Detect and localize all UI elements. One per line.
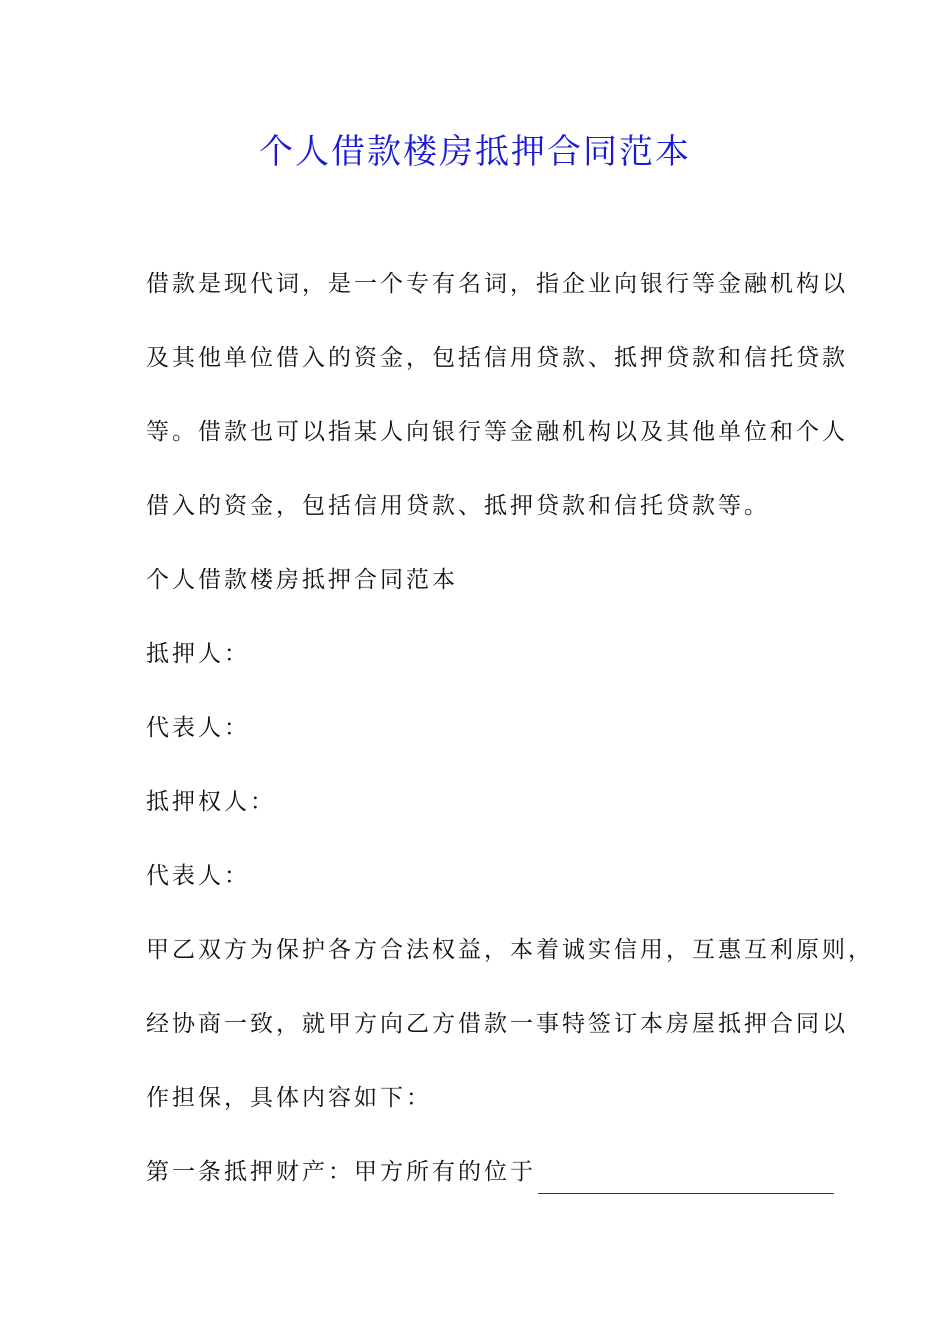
- representative-label: 代表人：: [146, 715, 250, 741]
- paragraph-line: 借款是现代词，是一个专有名词，指企业向银行等金融机构以: [146, 271, 848, 297]
- fill-in-blank: [538, 1163, 834, 1194]
- paragraph-line: 借入的资金，包括信用贷款、抵押贷款和信托贷款等。: [146, 493, 770, 519]
- paragraph-line: 等。借款也可以指某人向银行等金融机构以及其他单位和个人: [146, 419, 848, 445]
- article-one-line: [146, 1150, 826, 1224]
- paragraph-line: 作担保，具体内容如下：: [146, 1085, 432, 1111]
- paragraph-line: 及其他单位借入的资金，包括信用贷款、抵押贷款和信托贷款: [146, 345, 848, 371]
- paragraph-line: 经协商一致，就甲方向乙方借款一事特签订本房屋抵押合同以: [146, 1011, 848, 1037]
- section-heading: 个人借款楼房抵押合同范本: [146, 567, 458, 593]
- document-title: 个人借款楼房抵押合同范本: [259, 132, 691, 172]
- paragraph-line: 甲乙双方为保护各方合法权益，本着诚实信用，互惠互利原则，: [146, 937, 874, 963]
- mortgagor-label: 抵押人：: [146, 641, 250, 667]
- representative-label: 代表人：: [146, 863, 250, 889]
- article-one-text: 第一条抵押财产：甲方所有的位于: [146, 1159, 536, 1185]
- mortgagee-label: 抵押权人：: [146, 789, 276, 815]
- document-body: [146, 262, 874, 1224]
